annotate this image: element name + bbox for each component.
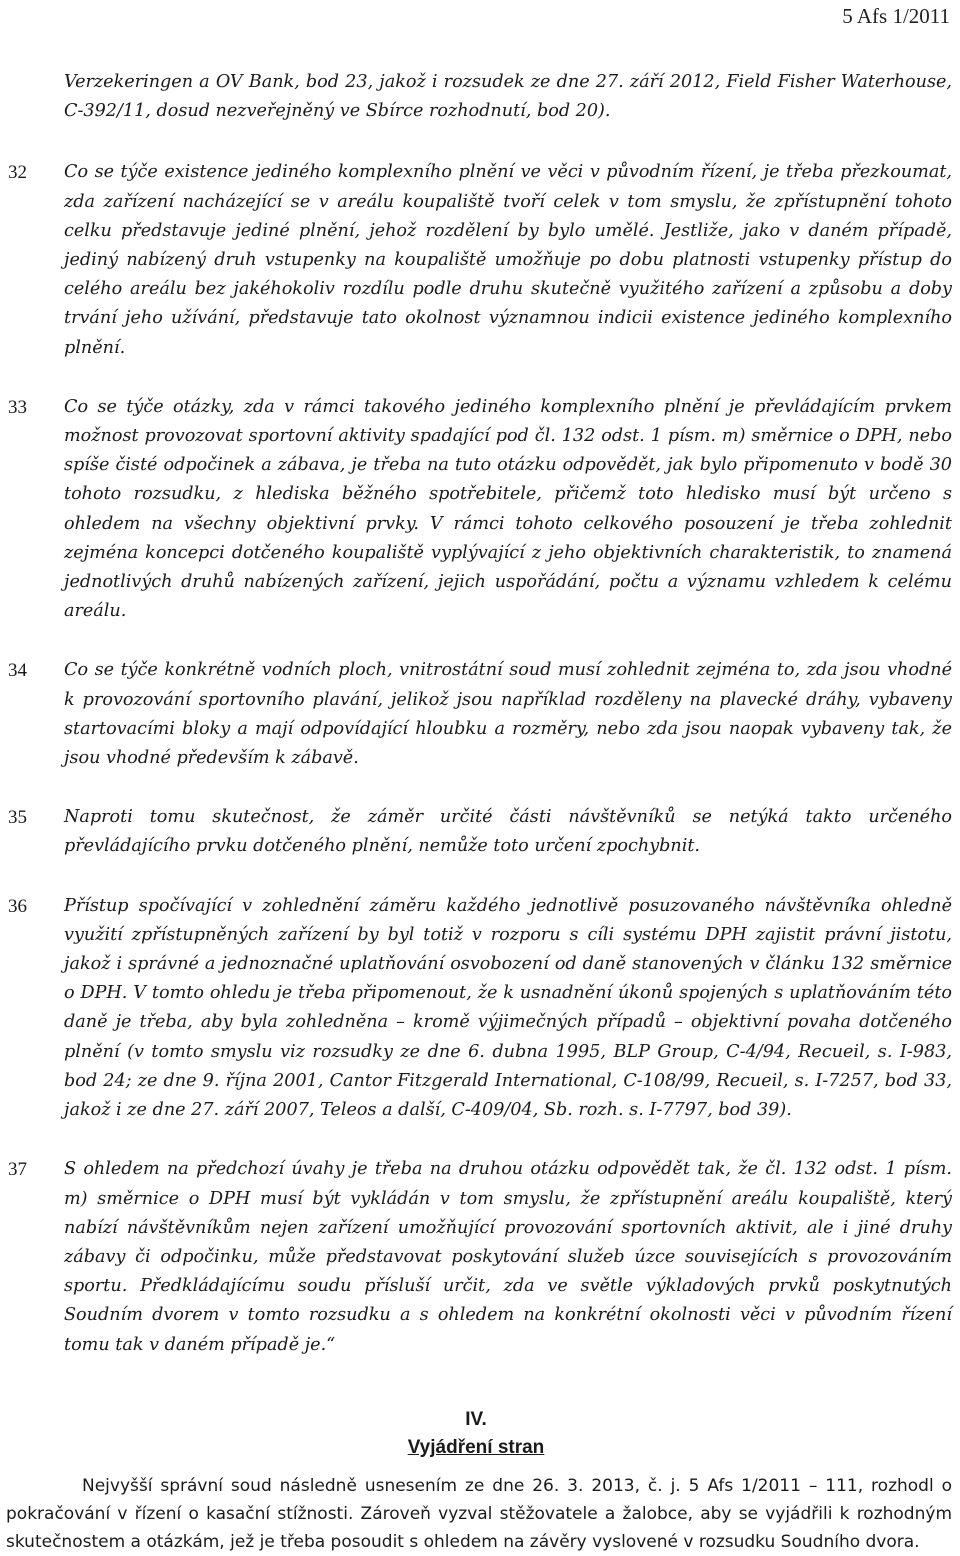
section-roman-numeral: IV. [465, 1408, 487, 1430]
paragraph-number: 35 [8, 807, 27, 829]
paragraph-34 [0, 656, 952, 773]
paragraph-35 [0, 803, 952, 861]
paragraph-text: Co se týče otázky, zda v rámci takového jediného komplexního plnění je převládajícím prvkem možnost provozovat sportovní aktivity spadající pod čl. 132 odst. 1 písm. m) směrnice o DPH, nebo spíše čisté odpočinek a zábava, je třeba na tuto otázku odpovědět, jak bylo připomenuto v bodě 30 tohoto rozsudku, z hlediska běžného spotřebitele, přičemž toto hledisko musí být určeno s ohledem na všechny objektivní prvky. V rámci tohoto celkového posouzení je třeba zohlednit zejména koncepci dotčeného koupaliště vyplývající z jeho objektivních charakteristik, to znamená jednotlivých druhů nabízených zařízení, jejich uspořádání, počtu a významu vzhledem k celému areálu. [64, 396, 952, 622]
continued-paragraph: Verzekeringen a OV Bank, bod 23, jakož i rozsudek ze dne 27. září 2012, Field Fisher Waterhouse, C-392/11, dosud nezveřejněný ve Sbírce rozhodnutí, bod 20). [64, 72, 952, 122]
paragraph-text: Co se týče konkrétně vodních ploch, vnitrostátní soud musí zohlednit zejména to, zda jsou vhodné k provozování sportovního plavání, jelikož jsou například rozděleny na plavecké dráhy, vybaveny startovacími bloky a mají odpovídající hloubku a rozměry, nebo zda jsou naopak vybaveny tak, že jsou vhodné především k zábavě. [64, 660, 952, 769]
section-title: Vyjádření stran [407, 1436, 545, 1458]
paragraph-number: 36 [8, 895, 27, 917]
paragraph-number: 32 [8, 162, 27, 184]
paragraph-33 [0, 393, 952, 627]
paragraph-37 [0, 1155, 952, 1359]
closing-paragraph: Nejvyšší správní soud následně usnesením ze dne 26. 3. 2013, č. j. 5 Afs 1/2011 – 111, rozhodl o pokračování v řízení o kasační stížnosti. Zároveň vyzval stěžovatele a žalobce, aby se vyjádřili k rozhodným skutečnostem a otázkám, jež je třeba posoudit s ohledem na závěry vyslovené v rozsudku Soudního dvora. [6, 1475, 952, 1552]
paragraph-number: 34 [8, 660, 27, 682]
paragraph-32 [0, 158, 952, 362]
paragraph-36 [0, 892, 952, 1126]
paragraph-text: Přístup spočívající v zohlednění záměru každého jednotlivě posuzovaného návštěvníka ohledně využití zpřístupněných zařízení by byl totiž v rozporu s cíli systému DPH zajistit právní jistotu, jakož i správné a jednoznačné uplatňování osvobození od daně stanovených v článku 132 směrnice o DPH. V tomto ohledu je třeba připomenout, že k usnadnění úkonů spojených s uplatňováním této daně je třeba, aby byla zohledněna – kromě výjimečných případů – objektivní povaha dotčeného plnění (v tomto smyslu viz rozsudky ze dne 6. dubna 1995, BLP Group, C-4/94, Recueil, s. I-983, bod 24; ze dne 9. října 2001, Cantor Fitzgerald International, C-108/99, Recueil, s. I-7257, bod 33, jakož i ze dne 27. září 2007, Teleos a další, C-409/04, Sb. rozh. s. I-7797, bod 39). [64, 895, 952, 1121]
paragraph-text: S ohledem na předchozí úvahy je třeba na druhou otázku odpovědět tak, že čl. 132 odst. 1 písm. m) směrnice o DPH musí být vykládán v tom smyslu, že zpřístupnění areálu koupaliště, který nabízí návštěvníkům nejen zařízení umožňující provozování sportovních aktivit, ale i jiné druhy zábavy či odpočinku, může představovat poskytování služeb úzce souvisejících s provozováním sportu. Předkládajícímu soudu přísluší určit, zda ve světle výkladových prvků poskytnutých Soudním dvorem v tomto rozsudku a s ohledem na konkrétní okolnosti věci v původním řízení tomu tak v daném případě je.“ [64, 1159, 952, 1355]
page-reference-header: 5 Afs 1/2011 [842, 4, 950, 28]
paragraph-text: Naproti tomu skutečnost, že záměr určité části návštěvníků se netýká takto určeného převládajícího prvku dotčeného plnění, nemůže toto určení zpochybnit. [64, 807, 952, 857]
paragraph-number: 37 [8, 1159, 27, 1181]
section-heading [0, 1406, 952, 1462]
paragraph-number: 33 [8, 396, 27, 418]
document-body [0, 68, 952, 1556]
paragraph-text: Co se týče existence jediného komplexního plnění ve věci v původním řízení, je třeba přezkoumat, zda zařízení nacházející se v areálu koupaliště tvoří celek v tom smyslu, že zpřístupnění tohoto celku představuje jediné plnění, jehož rozdělení by bylo umělé. Jestliže, jako v daném případě, jediný nabízený druh vstupenky na koupaliště umožňuje po dobu platnosti vstupenky přístup do celého areálu bez jakéhokoliv rozdílu podle druhu skutečně využitého zařízení a způsobu a doby trvání jeho užívání, představuje tato okolnost významnou indicii existence jediného komplexního plnění. [64, 162, 952, 358]
